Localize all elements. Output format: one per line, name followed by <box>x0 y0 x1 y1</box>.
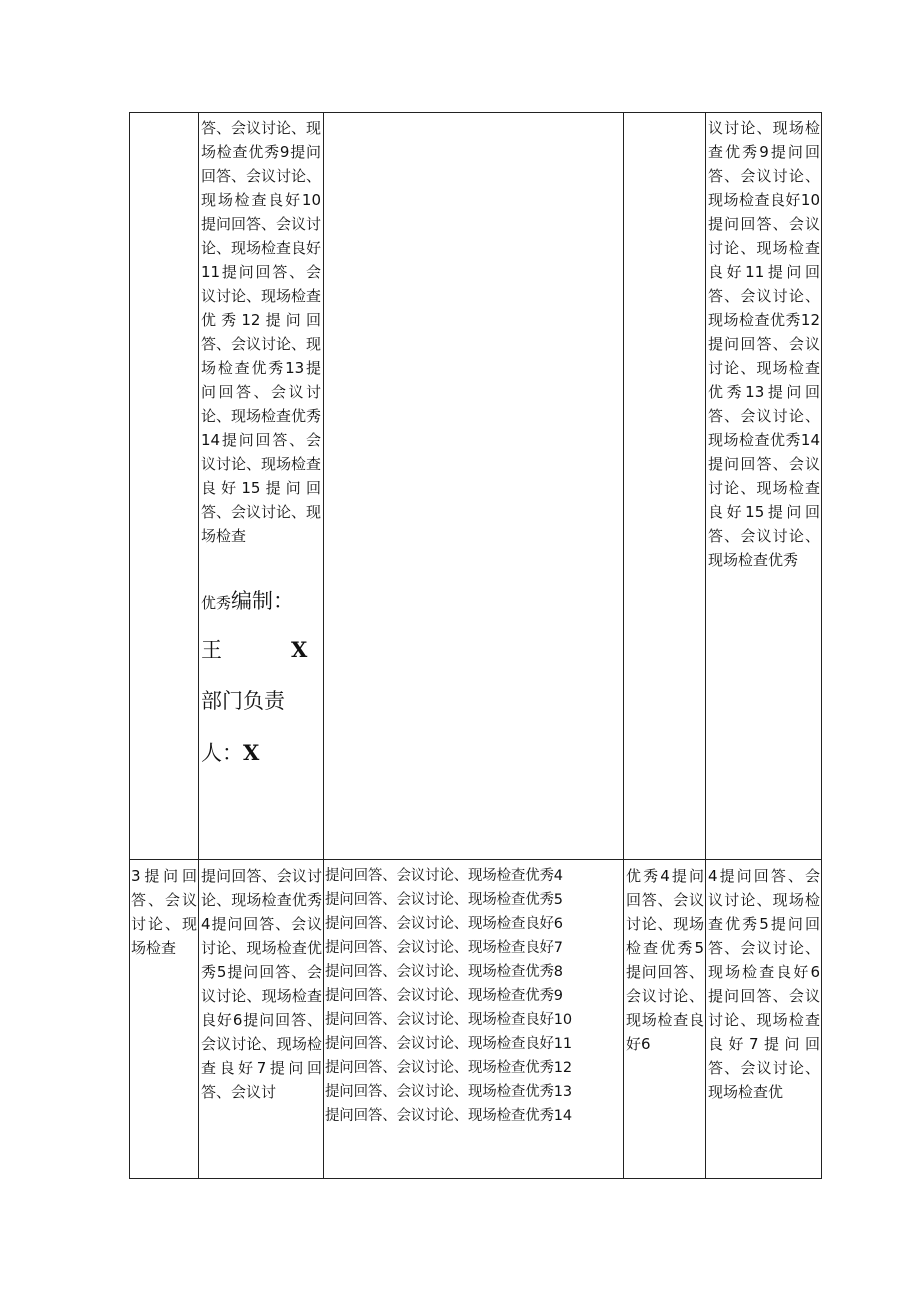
dept-head-line2 <box>201 740 259 766</box>
row2-col2-text: 提问回答、会议讨论、现场检查优秀4提问回答、会议讨论、现场检查优秀5提问回答、会议讨论、现场检查良好6提问回答、会议讨论、现场检查良好7提问回答、会议讨 <box>201 867 322 1101</box>
list-item: 提问回答、会议讨论、现场检查良好7 <box>325 940 563 956</box>
col-divider-4 <box>705 112 706 1179</box>
row2-col4-text: 优秀4提问回答、会议讨论、现场检查优秀5提问回答、会议讨论、现场检查良好6 <box>626 867 704 1053</box>
dept-head-label-line1: 部门负责 <box>201 689 285 713</box>
row1-col5-text: 议讨论、现场检查优秀9提问回答、会议讨论、现场检查良好10提问回答、会议讨论、现场检查良好11提问回答、会议讨论、现场检查优秀12提问回答、会议讨论、现场检查优秀13提问回答、会议讨论、现场检查优秀14提问回答、会议讨论、现场检查良好15提问回答、会议讨论、现场检查优秀 <box>708 119 820 569</box>
table-bottom-border <box>129 1178 822 1179</box>
list-item: 提问回答、会议讨论、现场检查优秀12 <box>325 1060 572 1076</box>
row1-col2-text: 答、会议讨论、现场检查优秀9提问回答、会议讨论、现场检查良好10提问回答、会议讨论、现场检查良好11提问回答、会议讨论、现场检查优秀12提问回答、会议讨论、现场检查优秀13提问回答、会议讨论、现场检查优秀14提问回答、会议讨论、现场检查良好15提问回答、会议讨论、现场检查 <box>201 119 322 545</box>
row2-col3-list <box>325 864 622 1128</box>
list-item: 提问回答、会议讨论、现场检查优秀4 <box>325 868 563 884</box>
list-item: 提问回答、会议讨论、现场检查良好10 <box>325 1012 572 1028</box>
prepared-by-line <box>201 588 321 616</box>
list-item: 提问回答、会议讨论、现场检查优秀9 <box>325 988 563 1004</box>
list-item: 提问回答、会议讨论、现场检查优秀13 <box>325 1084 572 1100</box>
col-divider-2 <box>323 112 324 1179</box>
table-left-border <box>129 112 130 1179</box>
col-divider-1 <box>198 112 199 1179</box>
list-item: 提问回答、会议讨论、现场检查优秀5 <box>325 892 563 908</box>
list-item: 提问回答、会议讨论、现场检查良好11 <box>325 1036 572 1052</box>
row-divider <box>129 859 822 860</box>
row2-col5-text: 4提问回答、会议讨论、现场检查优秀5提问回答、会议讨论、现场检查良好6提问回答、会议讨论、现场检查良好7提问回答、会议讨论、现场检查优 <box>708 867 820 1101</box>
list-item: 提问回答、会议讨论、现场检查优秀8 <box>325 964 563 980</box>
row2-col1-text: 3提问回答、会议讨论、现场检查 <box>131 867 197 957</box>
list-item: 提问回答、会议讨论、现场检查优秀14 <box>325 1108 572 1124</box>
dept-head-mark: X <box>243 740 260 765</box>
prepared-by-label: 编制： <box>231 589 295 613</box>
preparer-mark: X <box>291 637 308 662</box>
list-item: 提问回答、会议讨论、现场检查良好6 <box>325 916 563 932</box>
col-divider-3 <box>623 112 624 1179</box>
row1-col2-tail: 优秀 <box>201 594 232 612</box>
table-top-border <box>129 112 822 113</box>
preparer-name: 王 <box>201 638 222 662</box>
table-right-border <box>821 112 822 1179</box>
dept-head-label-line2: 人： <box>201 741 243 765</box>
